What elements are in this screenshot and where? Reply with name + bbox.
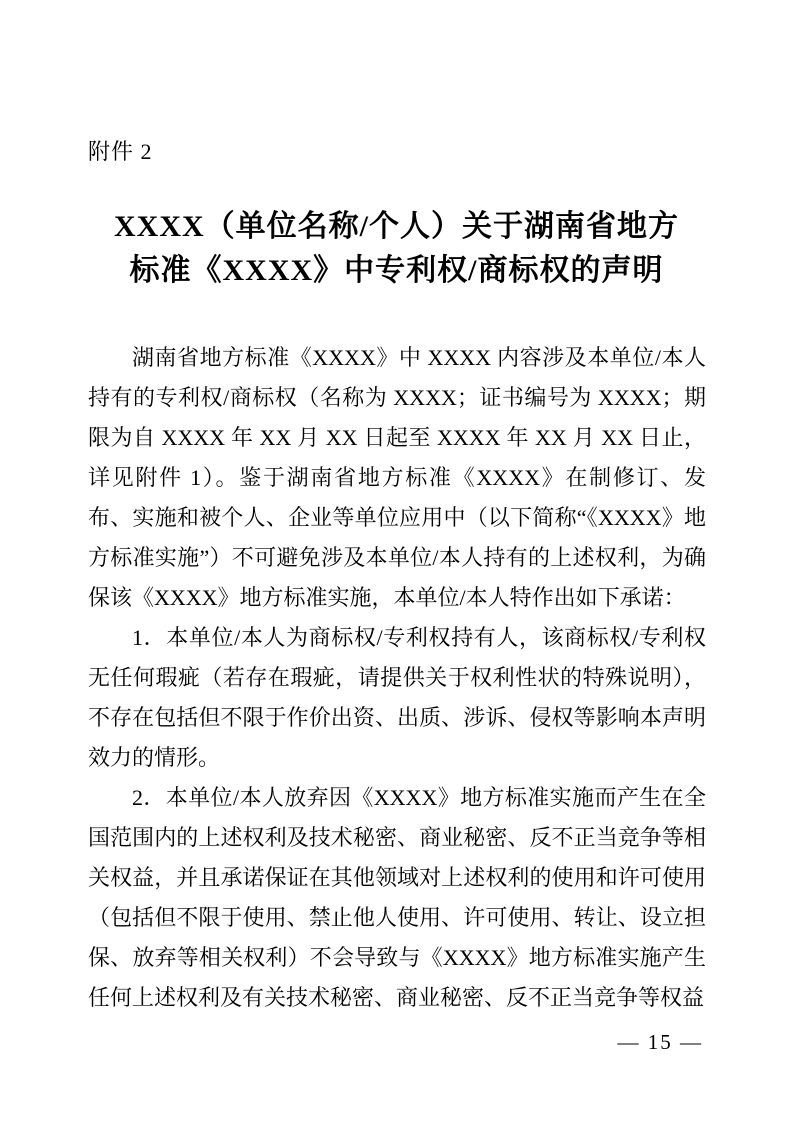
body-paragraph-item-2: 2．本单位/本人放弃因《XXXX》地方标准实施而产生在全国范围内的上述权利及技术秘密、商业秘密、反不正当竞争等相关权益，并且承诺保证在其他领域对上述权利的使用和许可使用（包括但不限于使用、禁止他人使用、许可使用、转让、设立担保、放弃等相关权利）不会导致与《XXXX》地方标准实施产生任何上述权利及有关技术秘密、商业秘密、反不正当竞争等权益 xyxy=(88,785,706,1010)
document-title-line-2: 标准《XXXX》中专利权/商标权的声明 xyxy=(129,254,664,287)
page-number: — 15 — xyxy=(617,1030,703,1054)
body-paragraph-intro: 湖南省地方标准《XXXX》中 XXXX 内容涉及本单位/本人持有的专利权/商标权（名称为 XXXX；证书编号为 XXXX；期限为自 XXXX 年 XX 月 XX 日起至 XXXX 年 XX 月 XX 日止，详见附件 1）。鉴于湖南省地方标准《XXXX》在制修订、发布、实施和被个人、企业等单位应用中（以下简称“《XXXX》地方标准实施”）不可避免涉及本单位/本人持有的上述权利，为确保该《XXXX》地方标准实施，本单位/本人特作出如下承诺： xyxy=(88,345,706,610)
document-title xyxy=(70,205,723,293)
body-paragraph-item-1: 1．本单位/本人为商标权/专利权持有人，该商标权/专利权无任何瑕疵（若存在瑕疵，请提供关于权利性状的特殊说明），不存在包括但不限于作价出资、出质、涉诉、侵权等影响本声明效力的情形。 xyxy=(88,625,706,770)
document-body xyxy=(88,338,706,1018)
document-title-line-1: XXXX（单位名称/个人）关于湖南省地方 xyxy=(114,210,679,243)
attachment-label: 附件 2 xyxy=(88,139,153,164)
